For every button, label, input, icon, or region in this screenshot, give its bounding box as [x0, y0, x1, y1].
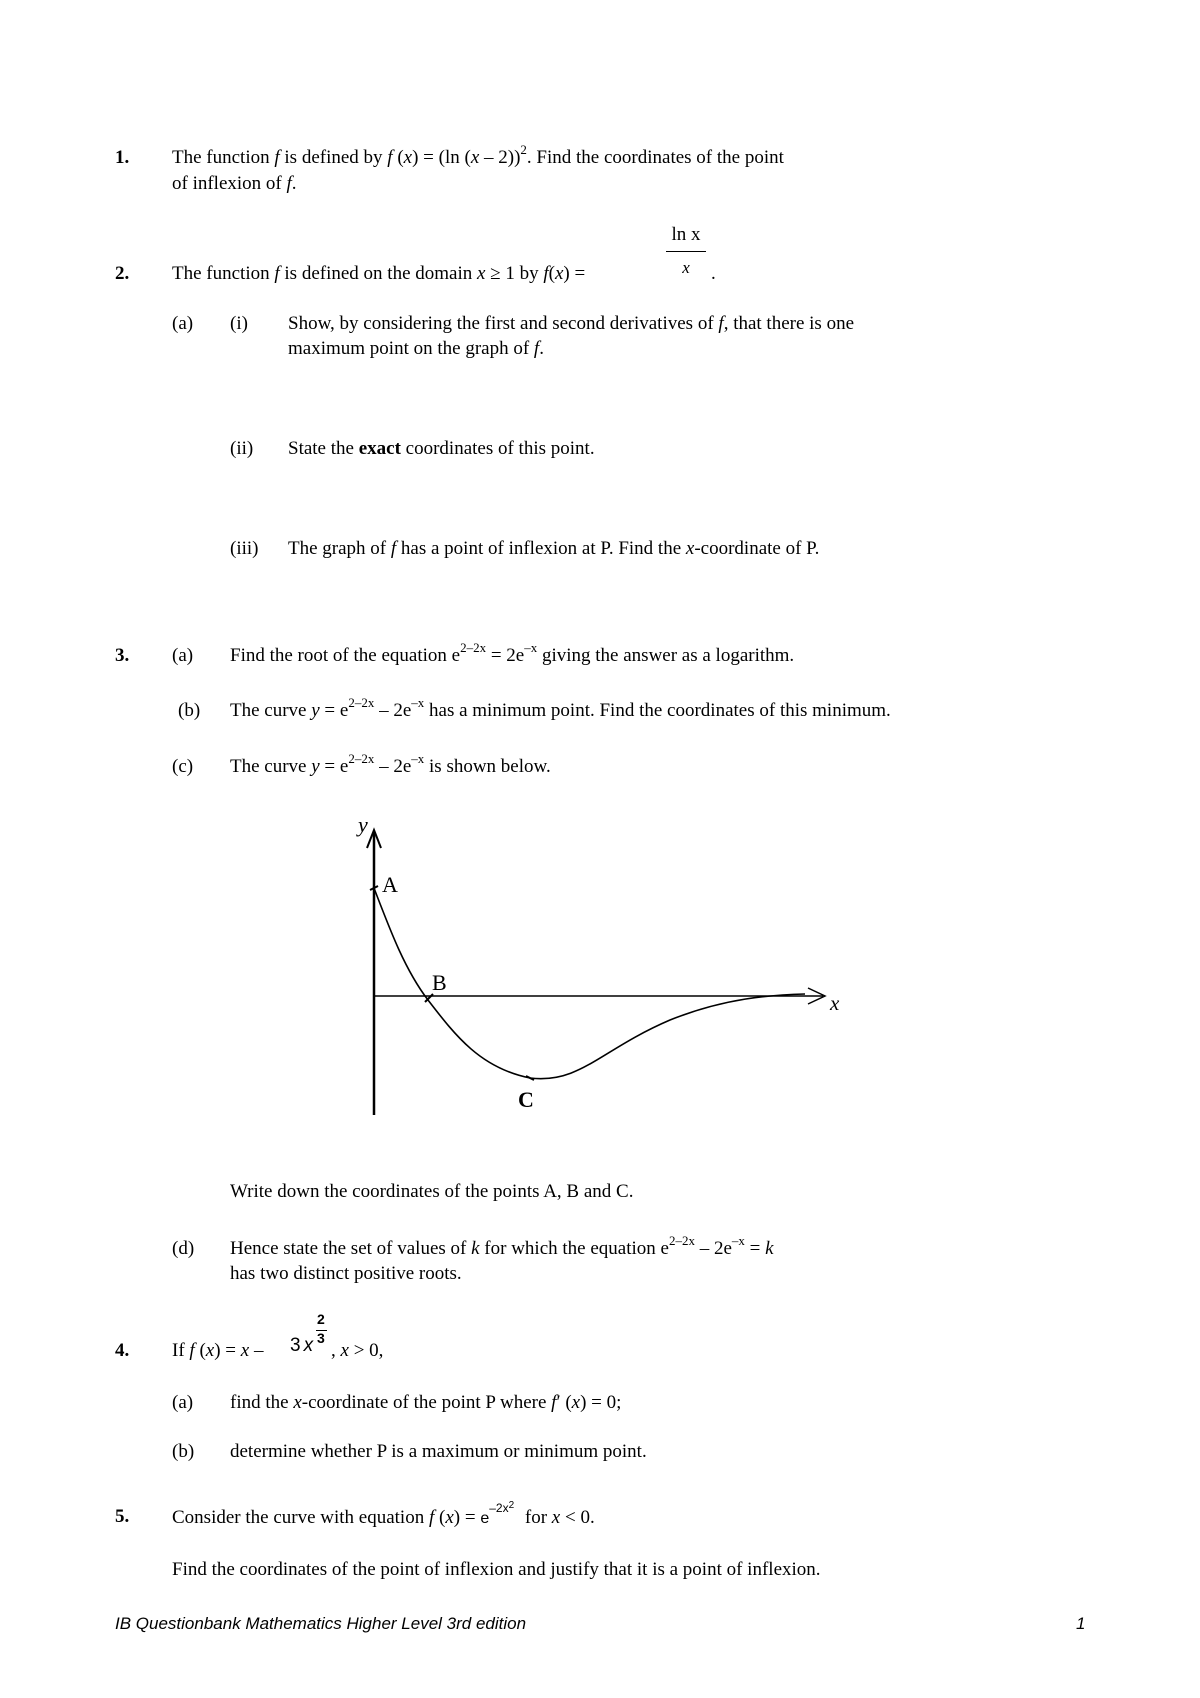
q2-part-ii-label: (ii): [230, 438, 254, 459]
q3-part-d-line-1: Hence state the set of values of k for which the equation $e^{2-2x} - 2e^{-x} = k$: [230, 1233, 774, 1259]
q3-part-b-text: The curve $y = e^{2-2x} - 2e^{-x}$ has a minimum point. Find the coordinates of this minimum.: [230, 695, 891, 721]
q2-stem: The function f is defined on the domain x ≥ 1 by f(x) =: [172, 263, 586, 284]
q2-part-i-label: (i): [230, 313, 248, 334]
q3-part-a-text: Find the root of the equation $e^{2-2x} = 2e^{-x}$ giving the answer as a logarithm.: [230, 640, 795, 666]
footer-page-number: 1: [1076, 1614, 1086, 1633]
q2-fraction-bar: [666, 251, 706, 252]
q3-part-b-label: (b): [178, 700, 201, 721]
q3-part-c-label: (c): [172, 756, 194, 777]
q4-exponent-denominator: 3: [317, 1330, 325, 1346]
q4-part-b-label: (b): [172, 1441, 195, 1462]
q4-coefficient: 3 x: [290, 1335, 314, 1356]
point-a-label: A: [382, 872, 398, 897]
q2-part-i-line-2: maximum point on the graph of f.: [288, 338, 544, 359]
footer-source: IB Questionbank Mathematics Higher Level 3rd edition: [115, 1614, 527, 1633]
q4-exponent-numerator: 2: [317, 1311, 325, 1327]
q2-part-a-label: (a): [172, 313, 194, 334]
q4-number: 4.: [115, 1340, 130, 1361]
q2-number: 2.: [115, 263, 130, 284]
q1-number: 1.: [115, 147, 130, 168]
q2-part-iii-label: (iii): [230, 538, 259, 559]
q4-stem-end: , x > 0,: [331, 1340, 384, 1361]
q4-part-a-text: find the x-coordinate of the point P where f′ (x) = 0;: [230, 1392, 622, 1413]
q2-stem-end: .: [711, 263, 716, 284]
q1-line-1: The function f is defined by f (x) = (ln (x – 2))$^2$. Find the coordinates of the point: [172, 142, 784, 168]
q4-part-b-text: determine whether P is a maximum or minimum point.: [230, 1441, 647, 1462]
q4-stem: If f (x) = x –: [172, 1340, 264, 1361]
x-axis-label: x: [830, 991, 840, 1015]
q3-part-d-line-2: has two distinct positive roots.: [230, 1263, 462, 1284]
q3-part-c-text: The curve $y = e^{2-2x} - 2e^{-x}$ is shown below.: [230, 751, 551, 777]
q3-number: 3.: [115, 645, 130, 666]
q2-fraction-denominator: x: [682, 258, 690, 277]
q2-part-ii-text: State the exact coordinates of this point.: [288, 438, 595, 459]
q5-number: 5.: [115, 1506, 130, 1527]
q3-part-c-after-text: Write down the coordinates of the points A, B and C.: [230, 1181, 634, 1202]
q5-line-2: Find the coordinates of the point of inflexion and justify that it is a point of inflexion.: [172, 1559, 821, 1580]
q3-part-d-label: (d): [172, 1238, 195, 1259]
q2-part-i-line-1: Show, by considering the first and second derivatives of f, that there is one: [288, 313, 855, 334]
q3-curve-graph: [340, 810, 860, 1130]
q2-fraction-numerator: ln x: [671, 224, 701, 245]
q1-line-2: of inflexion of f.: [172, 173, 297, 194]
q2-part-iii-text: The graph of f has a point of inflexion at P. Find the x-coordinate of P.: [288, 538, 820, 559]
y-axis-label: y: [358, 812, 368, 837]
q4-part-a-label: (a): [172, 1392, 194, 1413]
point-c-label: C: [518, 1087, 534, 1112]
q5-line-1: Consider the curve with equation f $(x) = e^{-2x^2}$ for x < 0.: [172, 1500, 595, 1528]
point-b-label: B: [432, 970, 447, 995]
q3-part-a-label: (a): [172, 645, 194, 666]
